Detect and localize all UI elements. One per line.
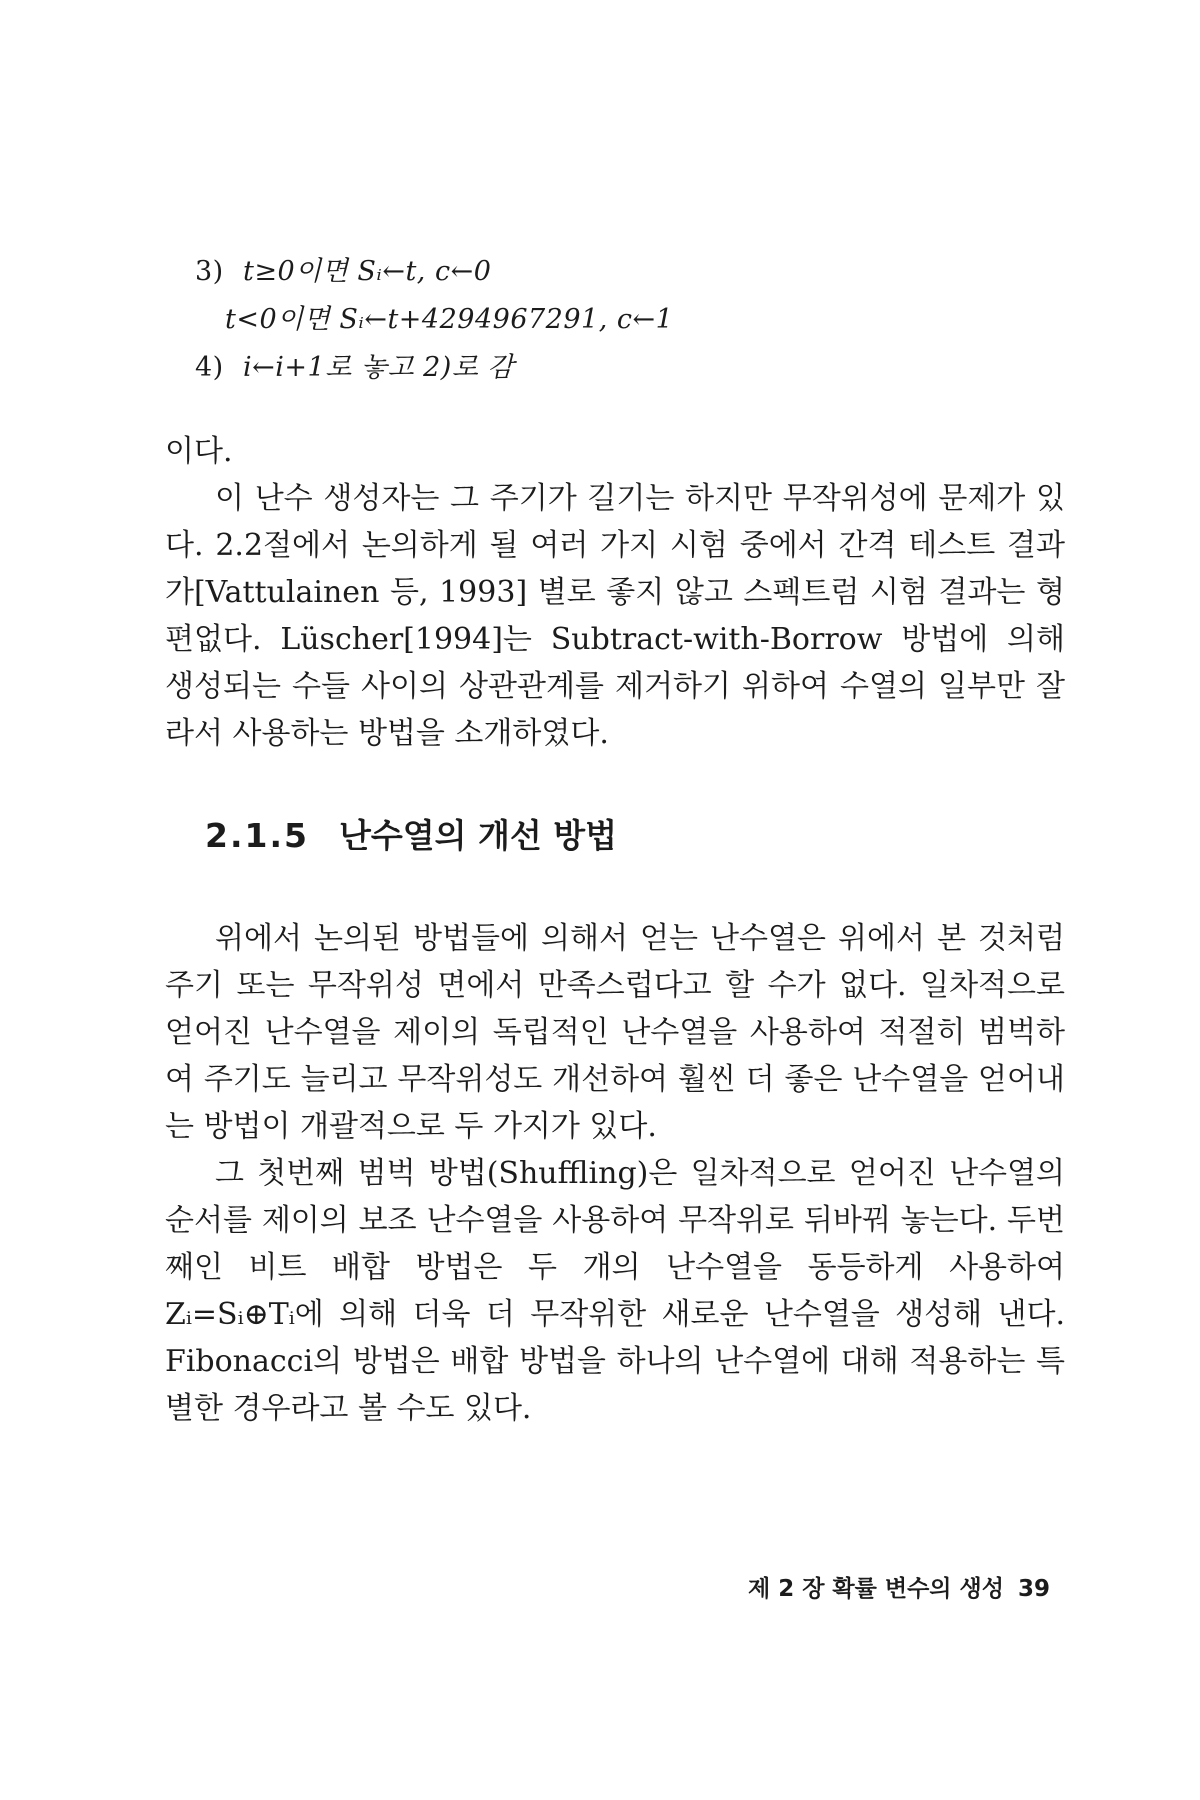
body-text-lower <box>165 915 1065 1432</box>
algorithm-step-4 <box>195 344 673 392</box>
algorithm-step-3 <box>195 248 673 296</box>
body-text-upper <box>165 428 1065 757</box>
section-heading <box>205 810 617 857</box>
paragraph: 이 난수 생성자는 그 주기가 길기는 하지만 무작위성에 문제가 있다. 2.2절에서 논의하게 될 여러 가지 시험 중에서 간격 테스트 결과가[Vattulainen 등, 1993] 별로 좋지 않고 스펙트럼 시험 결과는 형편없다. Lüscher[1994]는 Subtract-with-Borrow 방법에 의해 생성되는 수들 사이의 상관관계를 제거하기 위하여 수열의 일부만 잘라서 사용하는 방법을 소개하였다. <box>165 481 1065 751</box>
paragraph: 그 첫번째 범벅 방법(Shuffling)은 일차적으로 얻어진 난수열의 순서를 제이의 보조 난수열을 사용하여 무작위로 뒤바꿔 놓는다. 두번째인 비트 배합 방법은 두 개의 난수열을 동등하게 사용하여 Zᵢ=Sᵢ⊕Tᵢ에 의해 더욱 더 무작위한 새로운 난수열을 생성해 낸다. Fibonacci의 방법은 배합 방법을 하나의 난수열에 대해 적용하는 특별한 경우라고 볼 수도 있다. <box>165 1156 1065 1426</box>
step-number: 3) <box>195 256 224 287</box>
step-text: t≥0이면 Sᵢ←t, c←0 <box>243 256 492 287</box>
section-title: 난수열의 개선 방법 <box>338 816 617 855</box>
step-text: t<0이면 Sᵢ←t+4294967291, c←1 <box>225 304 674 335</box>
paragraph-continuation: 이다. <box>165 434 233 469</box>
page-footer <box>748 1570 1050 1603</box>
section-number: 2.1.5 <box>205 816 309 855</box>
chapter-title: 제 2 장 확률 변수의 생성 <box>747 1576 1004 1602</box>
step-number: 4) <box>195 352 224 383</box>
step-text: i←i+1로 놓고 2)로 감 <box>243 352 515 383</box>
algorithm-step-3-else <box>195 296 673 344</box>
paragraph: 위에서 논의된 방법들에 의해서 얻는 난수열은 위에서 본 것처럼 주기 또는 무작위성 면에서 만족스럽다고 할 수가 없다. 일차적으로 얻어진 난수열을 제이의 독립적인 난수열을 사용하여 적절히 범벅하여 주기도 늘리고 무작위성도 개선하여 훨씬 더 좋은 난수열을 얻어내는 방법이 개괄적으로 두 가지가 있다. <box>165 921 1065 1144</box>
algorithm-steps <box>195 248 673 392</box>
page-number: 39 <box>1017 1576 1050 1602</box>
